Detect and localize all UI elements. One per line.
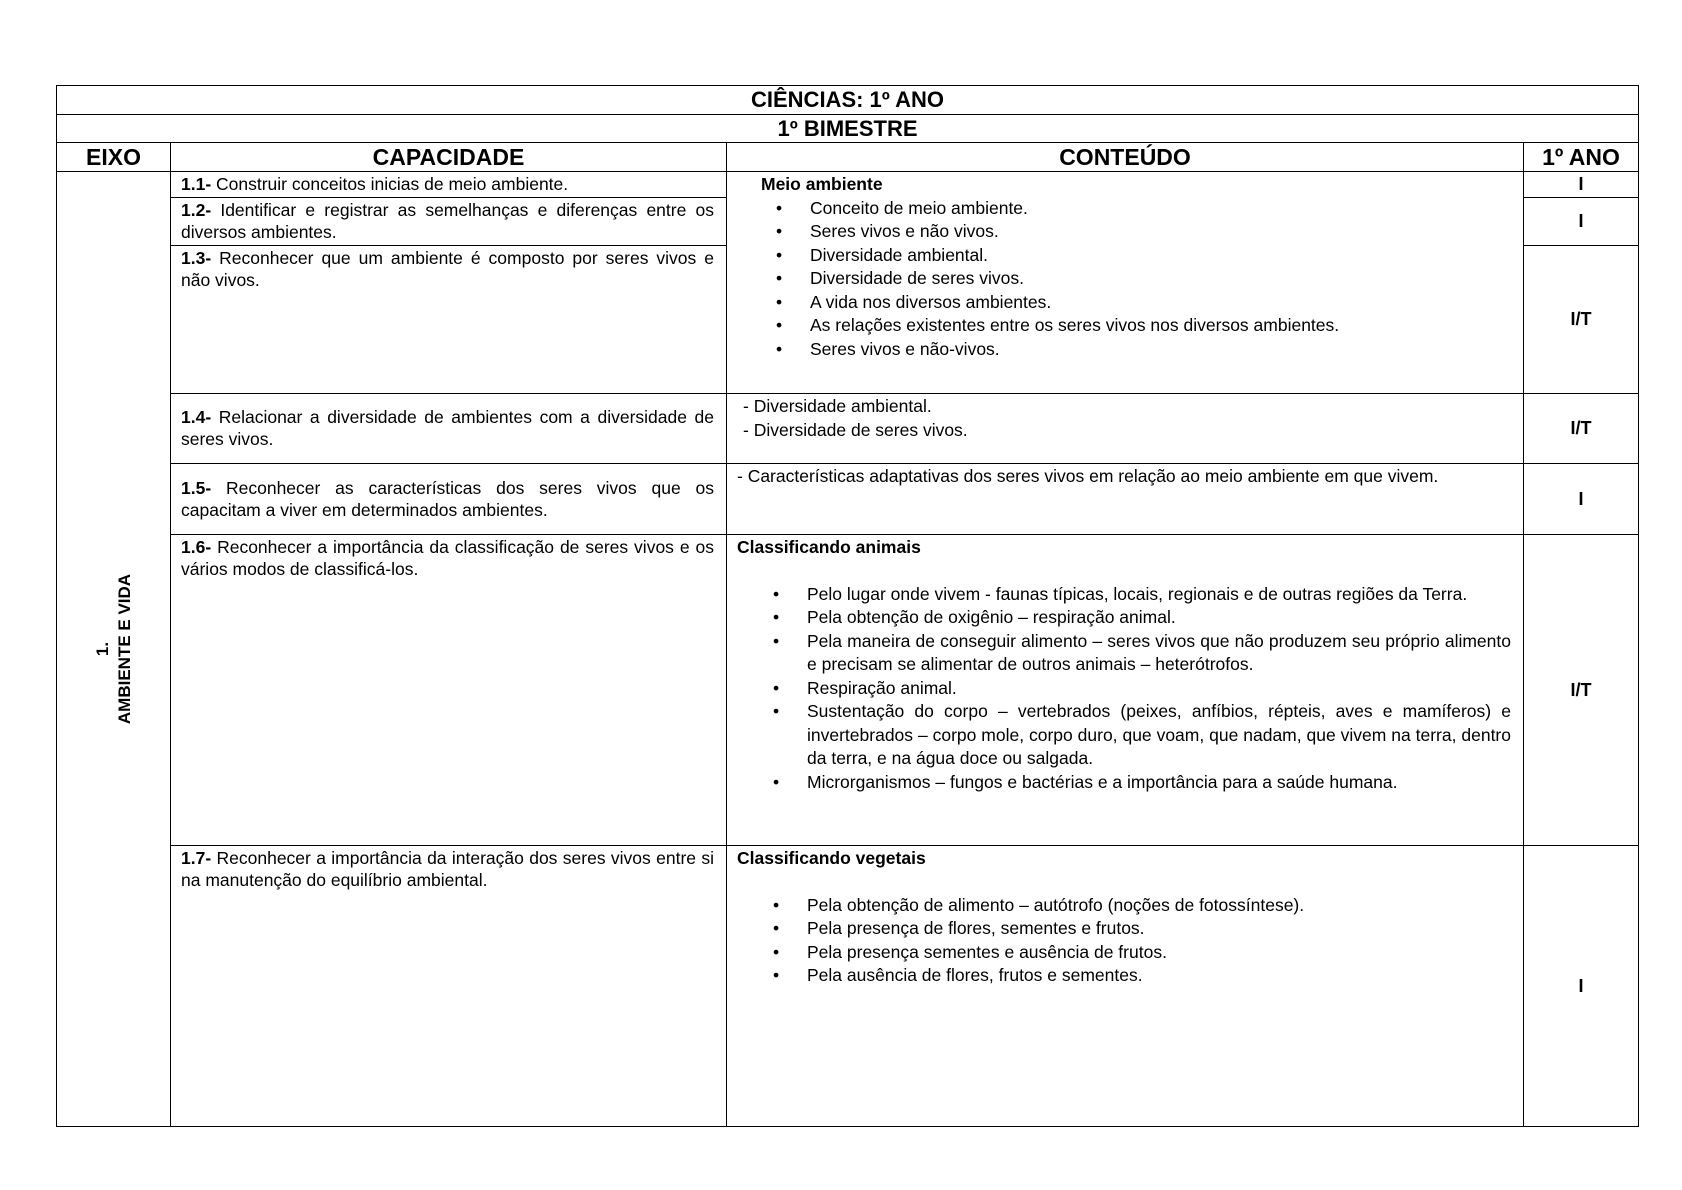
- conteudo-title: Classificando vegetais: [737, 848, 926, 868]
- conteudo-vegetais: [727, 846, 1524, 1127]
- ano-1-5: I: [1524, 464, 1639, 535]
- list-item: • Pela presença sementes e ausência de frutos.: [807, 941, 1511, 965]
- eixo-label: [92, 574, 136, 724]
- ano-1-1: I: [1524, 172, 1639, 198]
- capacidade-1-7: 1.7- Reconhecer a importância da interação dos seres vivos entre si na manutenção do equilíbrio ambiental.: [171, 846, 727, 1127]
- conteudo-title: Meio ambiente: [761, 174, 883, 194]
- list-item: • Conceito de meio ambiente.: [810, 197, 1511, 221]
- header-eixo: EIXO: [57, 143, 171, 172]
- conteudo-list: [761, 197, 1511, 362]
- conteudo-meio-ambiente: [727, 172, 1524, 394]
- list-item: • Pela obtenção de alimento – autótrofo (noções de fotossíntese).: [807, 894, 1511, 918]
- list-item: • Respiração animal.: [807, 677, 1511, 701]
- capacidade-1-1: 1.1- Construir conceitos inicias de meio ambiente.: [171, 172, 727, 198]
- list-item: • As relações existentes entre os seres vivos nos diversos ambientes.: [810, 314, 1511, 338]
- conteudo-diversidade: [727, 394, 1524, 464]
- curriculum-page: [56, 85, 1638, 1127]
- eixo-number: 1.: [92, 641, 112, 657]
- conteudo-animais: [727, 535, 1524, 846]
- list-item: • Seres vivos e não vivos.: [810, 220, 1511, 244]
- capacidade-1-3: 1.3- Reconhecer que um ambiente é composto por seres vivos e não vivos.: [171, 246, 727, 394]
- capacidade-1-5: 1.5- Reconhecer as características dos seres vivos que os capacitam a viver em determinados ambientes.: [171, 464, 727, 535]
- conteudo-title: Classificando animais: [737, 537, 921, 557]
- ano-1-2: I: [1524, 198, 1639, 246]
- eixo-name: AMBIENTE E VIDA: [114, 573, 134, 725]
- list-item: • Microrganismos – fungos e bactérias e a importância para a saúde humana.: [807, 771, 1511, 795]
- capacidade-1-4: 1.4- Relacionar a diversidade de ambientes com a diversidade de seres vivos.: [171, 394, 727, 464]
- list-item: • Sustentação do corpo – vertebrados (peixes, anfíbios, répteis, aves e mamíferos) e invertebrados – corpo mole, corpo duro, que voam, que nadam, que vivem na terra, dentro da terra, e na água doce ou salgada.: [807, 700, 1511, 771]
- ano-1-3: I/T: [1524, 246, 1639, 394]
- conteudo-list: [737, 894, 1511, 988]
- list-item: - Diversidade de seres vivos.: [743, 419, 968, 440]
- list-item: • Diversidade ambiental.: [810, 244, 1511, 268]
- list-item: • Pelo lugar onde vivem - faunas típicas, locais, regionais e de outras regiões da Terra.: [807, 583, 1511, 607]
- table-subtitle: 1º BIMESTRE: [57, 115, 1639, 143]
- ano-1-6: I/T: [1524, 535, 1639, 846]
- list-item: • A vida nos diversos ambientes.: [810, 291, 1511, 315]
- list-item: • Pela ausência de flores, frutos e sementes.: [807, 964, 1511, 988]
- list-item: • Diversidade de seres vivos.: [810, 267, 1511, 291]
- list-item: • Pela maneira de conseguir alimento – seres vivos que não produzem seu próprio alimento e precisam se alimentar de outros animais – heterótrofos.: [807, 630, 1511, 677]
- ano-1-7: I: [1524, 846, 1639, 1127]
- header-ano: 1º ANO: [1524, 143, 1639, 172]
- capacidade-1-6: 1.6- Reconhecer a importância da classificação de seres vivos e os vários modos de classificá-los.: [171, 535, 727, 846]
- list-item: • Pela presença de flores, sementes e frutos.: [807, 917, 1511, 941]
- header-conteudo: CONTEÚDO: [727, 143, 1524, 172]
- eixo-cell: [57, 172, 171, 1127]
- curriculum-table: [56, 85, 1639, 1127]
- list-item: • Seres vivos e não-vivos.: [810, 338, 1511, 362]
- ano-1-4: I/T: [1524, 394, 1639, 464]
- table-title: CIÊNCIAS: 1º ANO: [57, 86, 1639, 115]
- capacidade-1-2: 1.2- Identificar e registrar as semelhanças e diferenças entre os diversos ambientes.: [171, 198, 727, 246]
- conteudo-list: [737, 583, 1511, 795]
- list-item: - Diversidade ambiental.: [743, 396, 932, 416]
- conteudo-caracteristicas: - Características adaptativas dos seres vivos em relação ao meio ambiente em que vivem.: [727, 464, 1524, 535]
- list-item: • Pela obtenção de oxigênio – respiração animal.: [807, 606, 1511, 630]
- header-capacidade: CAPACIDADE: [171, 143, 727, 172]
